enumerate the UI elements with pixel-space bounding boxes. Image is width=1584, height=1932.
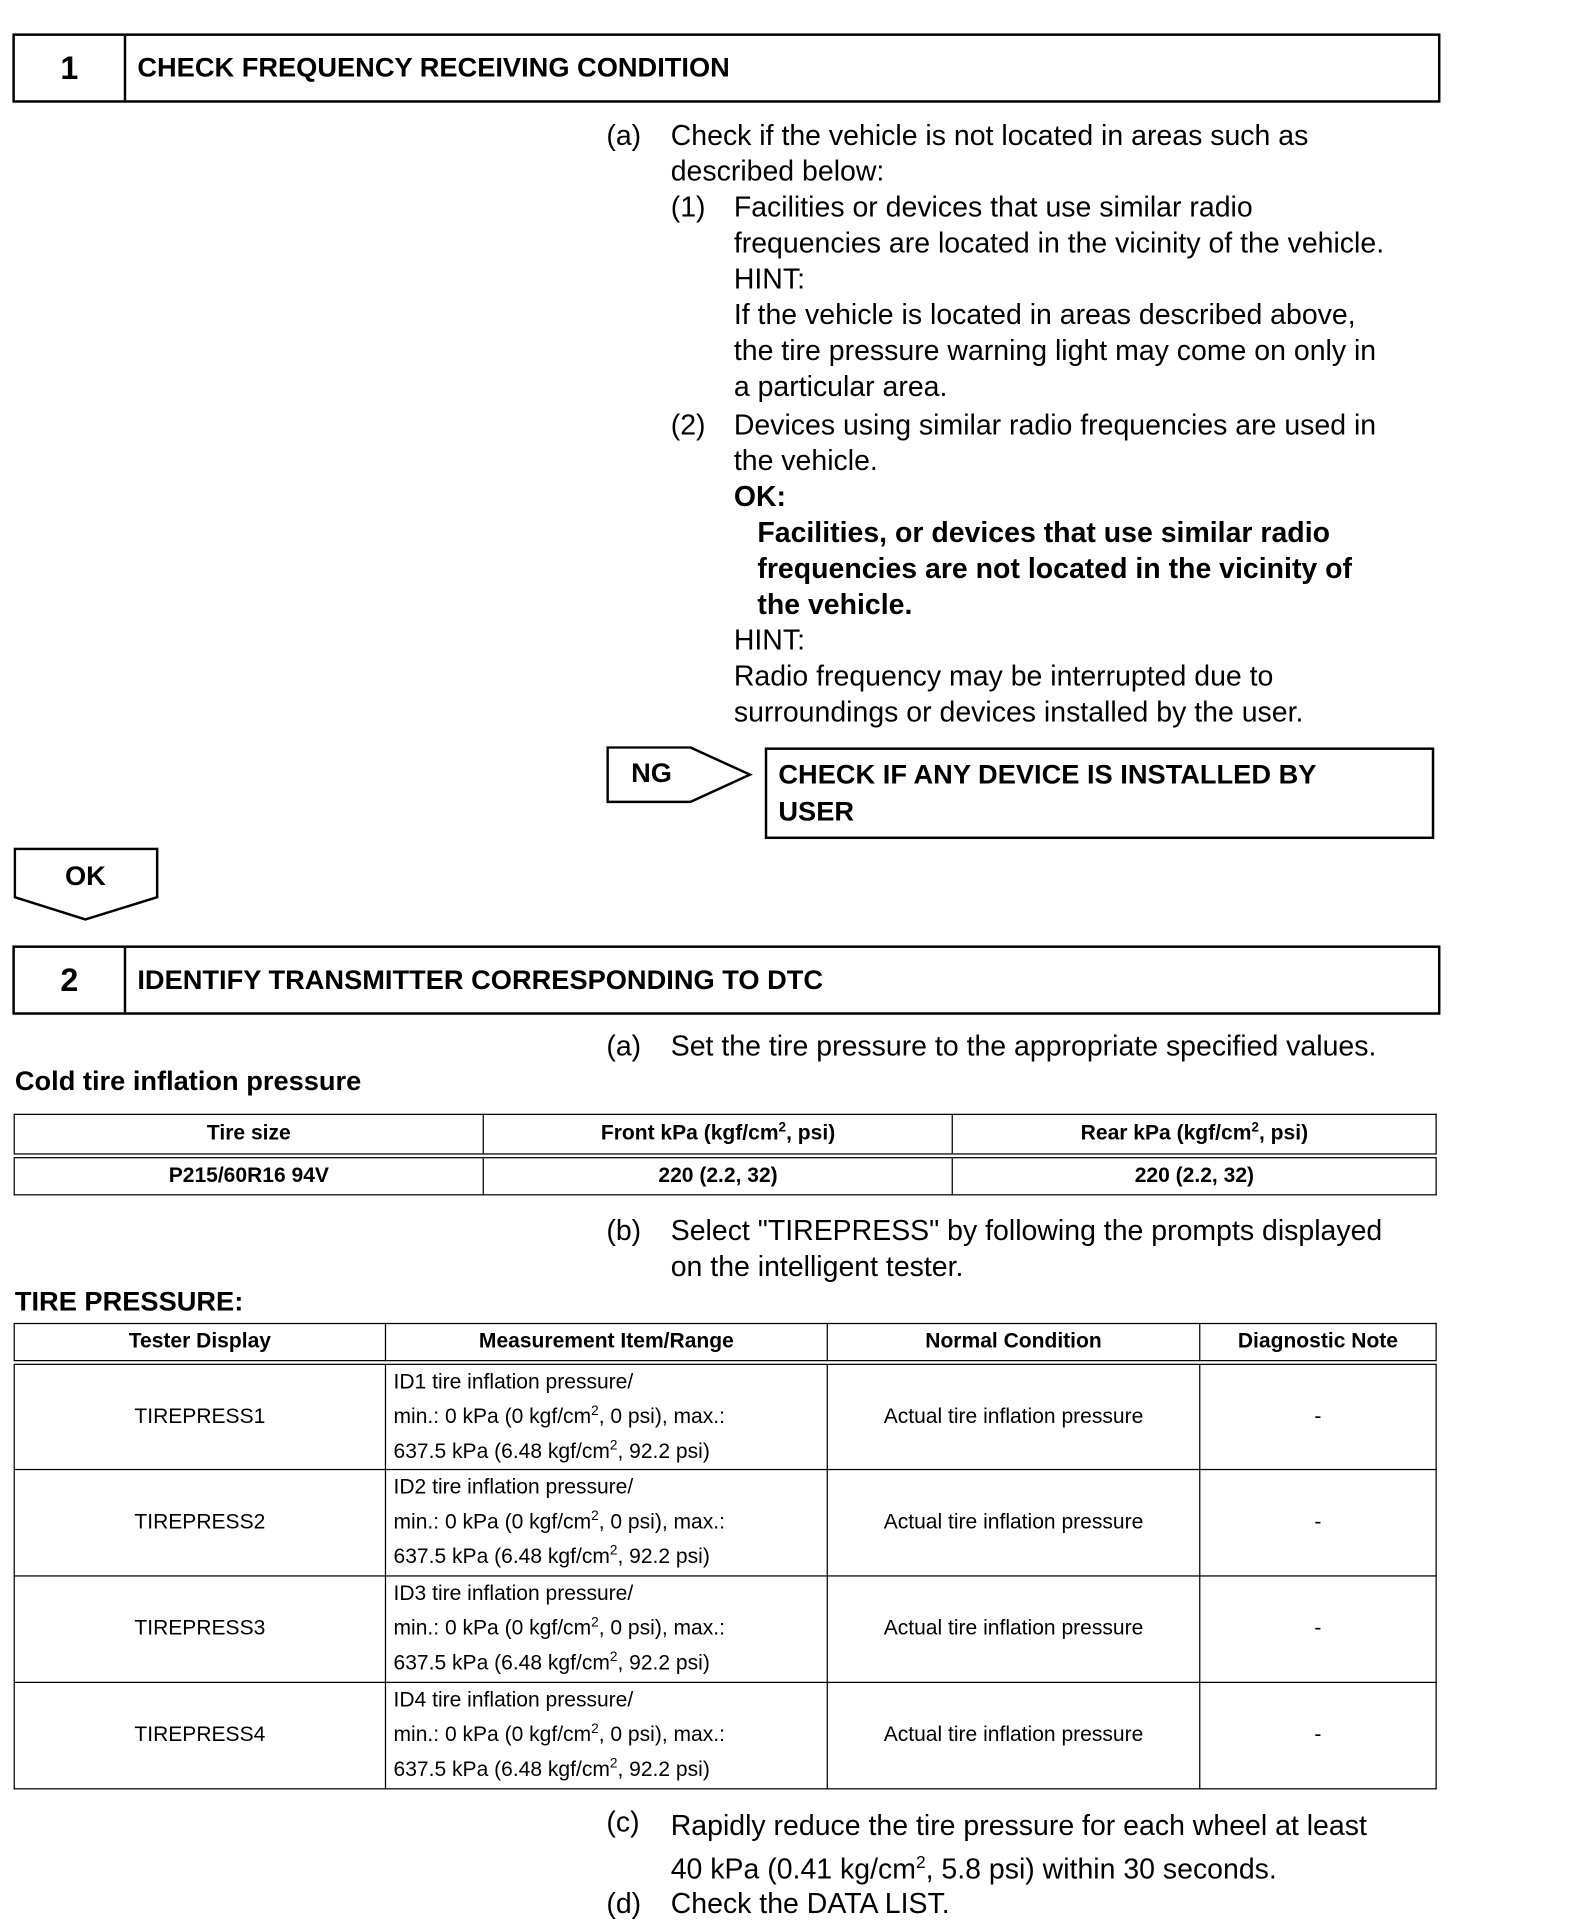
instruction-c	[671, 1804, 1367, 1891]
text-line: a particular area.	[733, 370, 948, 403]
diagnostic-note-cell: -	[1200, 1362, 1436, 1469]
step-number: 1	[15, 36, 126, 100]
hint-label: HINT:	[733, 623, 805, 656]
step-title: IDENTIFY TRANSMITTER CORRESPONDING TO DTC	[137, 964, 824, 995]
tester-display-cell: TIREPRESS3	[14, 1575, 385, 1681]
table-row	[14, 1575, 1436, 1681]
ok-label: OK	[64, 860, 106, 891]
tester-display-cell: TIREPRESS2	[14, 1469, 385, 1575]
item-label: (a)	[606, 118, 642, 151]
header-cell: Rear kPa ($kgf/cm^2$, psi)	[953, 1114, 1436, 1155]
condition-1	[734, 189, 1384, 404]
text-line: Devices using similar radio frequencies are used in	[733, 408, 1377, 441]
cold-pressure-table	[14, 1114, 1437, 1196]
header-cell: Normal Condition	[827, 1324, 1199, 1362]
item-label: (b)	[606, 1213, 642, 1247]
table-header-row	[14, 1114, 1436, 1155]
tire-size-cell: P215/60R16 94V	[14, 1155, 483, 1195]
item-label: (c)	[606, 1805, 640, 1838]
step-2-header	[12, 945, 1440, 1014]
rear-pressure-cell: 220 (2.2, 32)	[953, 1155, 1436, 1195]
instruction-a	[671, 118, 1309, 190]
ok-arrow[interactable]	[14, 848, 160, 923]
diagnostic-note-cell: -	[1200, 1575, 1436, 1681]
hint-label: HINT:	[733, 262, 805, 295]
text-line: If the vehicle is located in areas described above,	[733, 298, 1356, 331]
text-line: Radio frequency may be interrupted due to	[733, 659, 1274, 692]
step-1-header	[12, 33, 1440, 102]
normal-condition-cell: Actual tire inflation pressure	[827, 1362, 1199, 1469]
table-row	[14, 1469, 1436, 1575]
normal-condition-cell: Actual tire inflation pressure	[827, 1469, 1199, 1575]
instruction-b	[671, 1213, 1383, 1285]
step-title: CHECK FREQUENCY RECEIVING CONDITION	[137, 51, 730, 83]
text-line: Check if the vehicle is not located in areas such as	[670, 118, 1309, 151]
text-line: CHECK IF ANY DEVICE IS INSTALLED BY	[778, 758, 1317, 790]
condition-2	[734, 407, 1376, 730]
cold-pressure-title: Cold tire inflation pressure	[14, 1065, 362, 1097]
header-cell: Front kPa ($kgf/cm^2$, psi)	[483, 1114, 952, 1155]
text-line: on the intelligent tester.	[670, 1249, 964, 1283]
header-cell: Tester Display	[14, 1324, 385, 1362]
ok-criteria-line: frequencies are not located in the vicinity of	[757, 551, 1353, 585]
ng-label: NG	[631, 757, 672, 789]
text-line: the tire pressure warning light may come on only in	[733, 334, 1377, 367]
diagnostic-note-cell: -	[1200, 1682, 1436, 1788]
text-line: Rapidly reduce the tire pressure for each wheel at least	[670, 1809, 1367, 1842]
table-row	[14, 1362, 1436, 1469]
header-cell: Tire size	[14, 1114, 483, 1155]
normal-condition-cell: Actual tire inflation pressure	[827, 1682, 1199, 1788]
text-line: Select "TIREPRESS" by following the prompts displayed	[670, 1213, 1383, 1247]
front-pressure-cell: 220 (2.2, 32)	[483, 1155, 952, 1195]
tester-display-cell: TIREPRESS1	[14, 1362, 385, 1469]
measurement-cell: ID1 tire inflation pressure/ min.: 0 kPa (0 kgf/$cm^2$, 0 psi), max.: 637.5 kPa (6.48 kgf/$cm^2$, 92.2 psi)	[385, 1362, 827, 1469]
measurement-cell: ID3 tire inflation pressure/ min.: 0 kPa (0 kgf/$cm^2$, 0 psi), max.: 637.5 kPa (6.48 kgf/$cm^2$, 92.2 psi)	[385, 1575, 827, 1681]
item-label: (1)	[670, 190, 706, 223]
ok-criteria-line: the vehicle.	[757, 587, 913, 620]
diagnostic-note-cell: -	[1200, 1469, 1436, 1575]
item-label: (a)	[606, 1029, 642, 1062]
normal-condition-cell: Actual tire inflation pressure	[827, 1575, 1199, 1681]
item-label: (2)	[670, 408, 706, 441]
step-number: 2	[15, 948, 126, 1012]
ng-result-box[interactable]	[765, 747, 1434, 839]
tire-pressure-table	[14, 1323, 1437, 1789]
text-line: the vehicle.	[733, 444, 878, 477]
text-line: surroundings or devices installed by the user.	[733, 695, 1304, 728]
text-line: Facilities or devices that use similar radio	[733, 190, 1253, 223]
table-header-row	[14, 1324, 1436, 1362]
ng-arrow[interactable]	[606, 746, 755, 804]
item-label: (d)	[606, 1887, 642, 1920]
measurement-cell: ID2 tire inflation pressure/ min.: 0 kPa (0 kgf/$cm^2$, 0 psi), max.: 637.5 kPa (6.48 kgf/$cm^2$, 92.2 psi)	[385, 1469, 827, 1575]
tire-pressure-title: TIRE PRESSURE:	[14, 1285, 244, 1317]
tester-display-cell: TIREPRESS4	[14, 1682, 385, 1788]
header-cell: Measurement Item/Range	[385, 1324, 827, 1362]
instruction-a: Set the tire pressure to the appropriate specified values.	[670, 1029, 1377, 1062]
text-line: 40 kPa (0.41 $kg/cm^2$, 5.8 psi) within 30 seconds.	[670, 1851, 1277, 1885]
text-line: described below:	[670, 154, 885, 187]
text-line: frequencies are located in the vicinity of the vehicle.	[733, 226, 1385, 259]
header-cell: Diagnostic Note	[1200, 1324, 1436, 1362]
table-row	[14, 1682, 1436, 1788]
measurement-cell: ID4 tire inflation pressure/ min.: 0 kPa (0 kgf/$cm^2$, 0 psi), max.: 637.5 kPa (6.48 kgf/$cm^2$, 92.2 psi)	[385, 1682, 827, 1788]
ok-criteria-line: Facilities, or devices that use similar radio	[757, 516, 1331, 549]
ok-label: OK:	[733, 480, 787, 513]
instruction-d: Check the DATA LIST.	[670, 1887, 950, 1920]
table-row	[14, 1155, 1436, 1195]
arrow-right-icon	[606, 746, 755, 804]
text-line: USER	[778, 795, 855, 827]
